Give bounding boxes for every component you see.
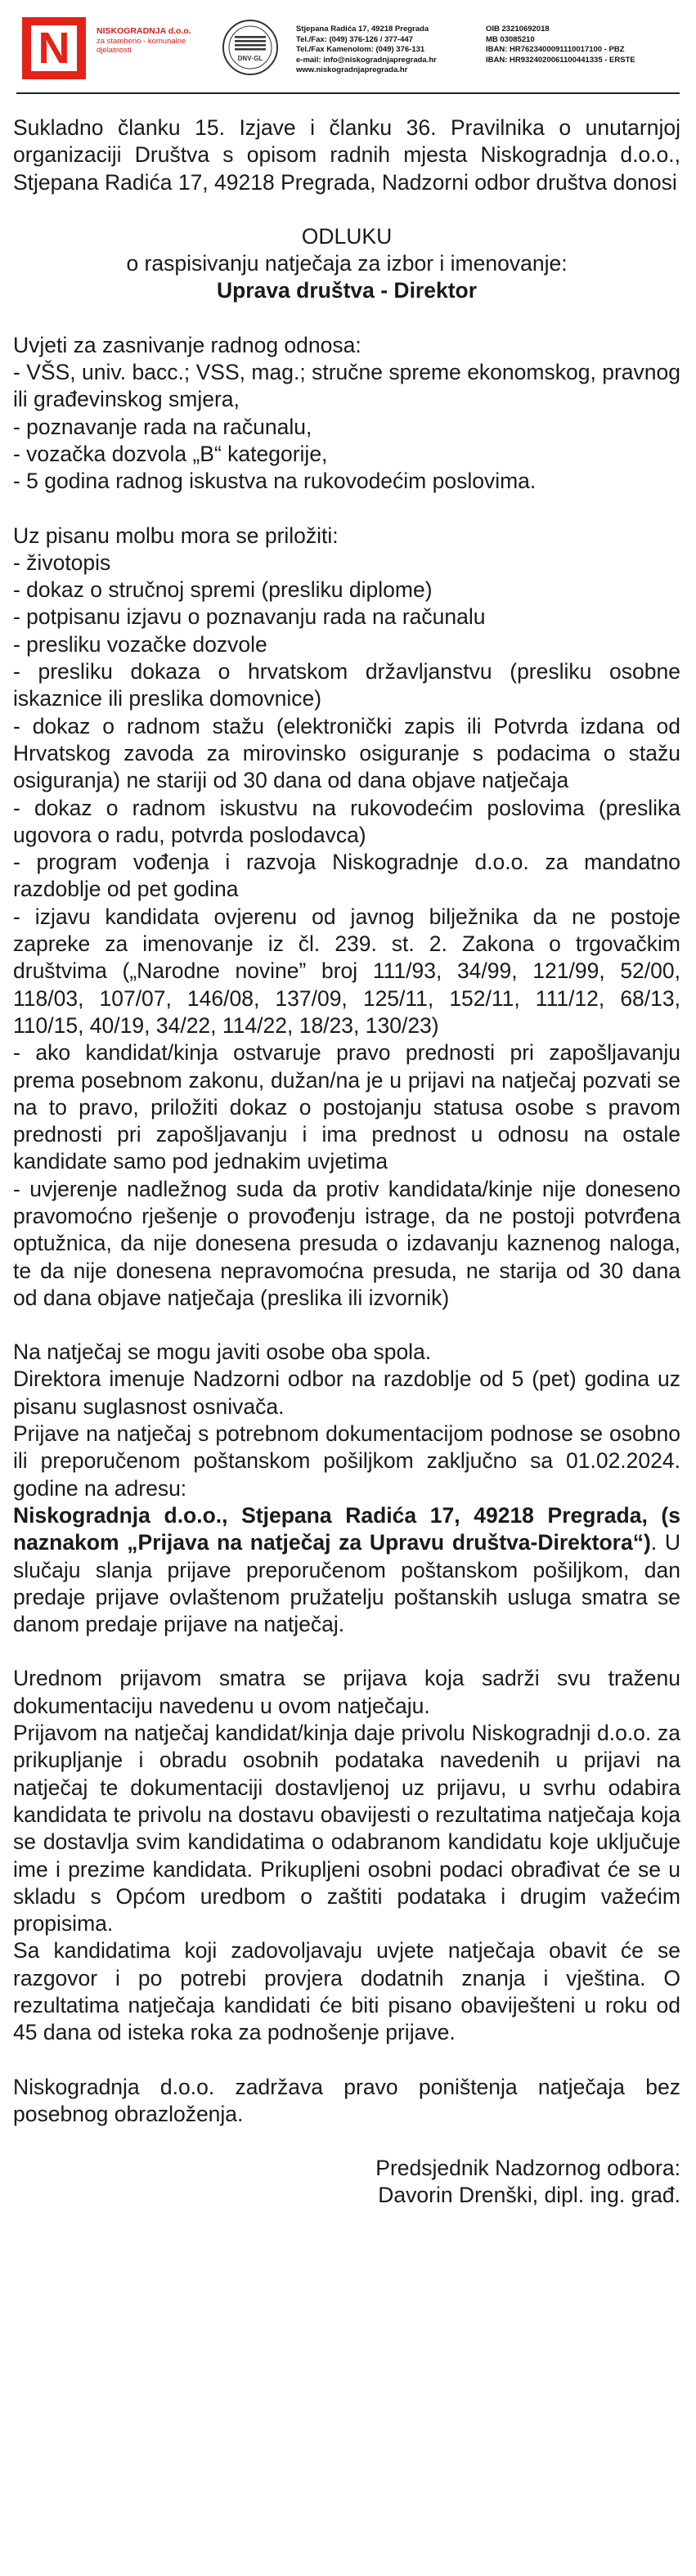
- certification-seal-icon: [221, 18, 280, 77]
- conditions-heading: Uvjeti za zasnivanje radnog odnosa:: [13, 332, 361, 357]
- header-divider: [16, 92, 680, 94]
- general-paragraph: Na natječaj se mogu javiti osobe oba spola.: [13, 1340, 432, 1365]
- document-item: - izjavu kandidata ovjerenu od javnog bilježnika da ne postoje zapreke za imenovanje iz čl. 239. st. 2. Zakona o trgovačkim društvima („Narodne novine” broj 111/93, 34/99, 121/99, 52/00, 118/03, 107/07, 146/08, 137/09, 125/11, 152/11, 111/12, 68/13, 110/15, 40/19, 34/22, 114/22, 18/23, 130/23): [13, 904, 680, 1038]
- document-item: - program vođenja i razvoja Niskogradnje d.o.o. za mandatno razdoblje od pet godina: [13, 850, 680, 902]
- submission-address: Niskogradnja d.o.o., Stjepana Radića 17, 49218 Pregrada, (s naznakom „Prijava na natječaj za Upravu društva-Direktora“): [13, 1502, 680, 1555]
- condition-item: - 5 godina radnog iskustva na rukovodećim poslovima.: [13, 469, 537, 494]
- contact-info: [296, 25, 480, 76]
- bank-line: IBAN: HR9324020061100441335 - ERSTE: [486, 55, 635, 65]
- company-name: NISKOGRADNJA d.o.o.: [97, 26, 191, 36]
- documents-heading: Uz pisanu molbu mora se priložiti:: [13, 523, 339, 548]
- cert-label: DNV·GL: [237, 55, 263, 62]
- bank-line: MB 03085210: [486, 34, 535, 44]
- contact-website[interactable]: www.niskogradnjapregrada.hr: [296, 65, 408, 74]
- company-logo: [22, 17, 86, 79]
- document-item: - presliku dokaza o hrvatskom državljanstvu (presliku osobne iskaznice ili preslika domovnice): [13, 659, 680, 711]
- condition-item: - vozačka dozvola „B“ kategorije,: [13, 441, 328, 466]
- contact-line: Tel./Fax: (049) 376-126 / 377-447: [296, 34, 413, 44]
- document-item: - dokaz o radnom iskustvu na rukovodećim poslovima (preslika ugovora o radu, potvrda poslodavca): [13, 795, 680, 847]
- company-sub-2: djelatnosti: [97, 46, 132, 55]
- general-paragraph: Direktora imenuje Nadzorni odbor na razdoblje od 5 (pet) godina uz pisanu suglasnost osnivača.: [13, 1367, 680, 1419]
- closing-paragraph: Niskogradnja d.o.o. zadržava pravo poništenja natječaja bez posebnog obrazloženja.: [13, 2074, 680, 2126]
- condition-item: - VŠS, univ. bacc.; VSS, mag.; stručne spreme ekonomskog, pravnog ili građevinskog smjera,: [13, 360, 680, 412]
- bank-info: [486, 25, 682, 65]
- contact-email[interactable]: e-mail: info@niskogradnjapregrada.hr: [296, 55, 437, 65]
- document-item: - životopis: [13, 550, 111, 575]
- general-paragraph: Prijave na natječaj s potrebnom dokumentacijom podnose se osobno ili preporučenom poštanskom pošiljkom zaključno sa 01.02.2024. godine na adresu:: [13, 1421, 680, 1501]
- position-title: Uprava društva - Direktor: [216, 278, 478, 303]
- notes-paragraph: Urednom prijavom smatra se prijava koja sadrži svu traženu dokumentaciju navedenu u ovom natječaju.: [13, 1666, 680, 1718]
- document-item: - dokaz o radnom stažu (elektronički zapis ili Potvrda izdana od Hrvatskog zavoda za mirovinsko osiguranje s podacima o stažu osiguranja) ne stariji od 30 dana od dana objave natječaja: [13, 713, 680, 793]
- signature-name: Davorin Drenški, dipl. ing. građ.: [378, 2183, 680, 2208]
- document-item: - presliku vozačke dozvole: [13, 631, 267, 657]
- document-item: - dokaz o stručnoj spremi (presliku diplome): [13, 577, 433, 603]
- letterhead: [0, 0, 696, 96]
- bank-line: OIB 23210692018: [486, 25, 550, 34]
- decision-subtitle: o raspisivanju natječaja za izbor i imenovanje:: [126, 251, 568, 276]
- document-item: - ako kandidat/kinja ostvaruje pravo prednosti pri zapošljavanju prema posebnom zakonu, dužan/na je u prijavi na natječaj pozvati se na to pravo, priložiti dokaz o postojanju statusa osobe s pravom prednosti pri zapošljavanju i ima prednost u odnosu na ostale kandidate samo pod jednakim uvjetima: [13, 1040, 680, 1174]
- bank-line: IBAN: HR7623400091110017100 - PBZ: [486, 45, 625, 54]
- company-block: [97, 26, 219, 55]
- contact-line: Tel./Fax Kamenolom: (049) 376-131: [296, 45, 425, 54]
- company-sub-1: za stambeno - komunalne: [97, 37, 186, 46]
- document-item: - potpisanu izjavu o poznavanju rada na računalu: [13, 604, 486, 630]
- logo-letter: N: [38, 24, 70, 73]
- intro-paragraph: Sukladno članku 15. Izjave i članku 36. Pravilnika o unutarnjoj organizaciji Društva s opisom radnih mjesta Niskogradnja d.o.o., Stjepana Radića 17, 49218 Pregrada, Nadzorni odbor društva donosi: [13, 115, 680, 195]
- condition-item: - poznavanje rada na računalu,: [13, 414, 312, 439]
- document-item: - uvjerenje nadležnog suda da protiv kandidata/kinje nije doneseno pravomoćno rješenje o provođenju istrage, da ne postoji potvrđena optužnica, da nije donesena presuda o izdavanju kaznenog naloga, te da nije donesena nepravomoćna presuda, ne starija od 30 dana od dana objave natječaja (preslika ili izvornik): [13, 1176, 680, 1310]
- notes-paragraph: Prijavom na natječaj kandidat/kinja daje privolu Niskogradnji d.o.o. za prikupljanje i obradu osobnih podataka navedenih u prijavi na natječaj te dokumentaciji dostavljenoj uz prijavu, u svrhu odabira kandidata te privolu na dostavu obavijesti o rezultatima natječaja koja se dostavlja svim kandidatima o odabranom kandidatu koje uključuje ime i prezime kandidata. Prikupljeni osobni podaci obrađivat će se u skladu s Općom uredbom o zaštiti podataka i drugim važećim propisima.: [13, 1721, 680, 1936]
- decision-title: ODLUKU: [301, 223, 393, 249]
- contact-line: Stjepana Radića 17, 49218 Pregrada: [296, 25, 429, 34]
- document-body: [13, 114, 680, 2210]
- notes-paragraph: Sa kandidatima koji zadovoljavaju uvjete natječaja obavit će se razgovor i po potrebi provjera dodatnih znanja i vještina. O rezultatima natječaja kandidati će biti pisano obaviješteni u roku od 45 dana od isteka roka za podnošenje prijave.: [13, 1938, 680, 2045]
- submission-address-paragraph: [13, 1502, 680, 1638]
- signature-role: Predsjednik Nadzornog odbora:: [375, 2156, 680, 2181]
- submission-note: . U slučaju slanja prijave preporučenom poštanskom pošiljkom, dan predaje prijave ovlaštenom pružatelju poštanskih usluga smatra se danom predaje prijave na natječaj.: [13, 1530, 680, 1637]
